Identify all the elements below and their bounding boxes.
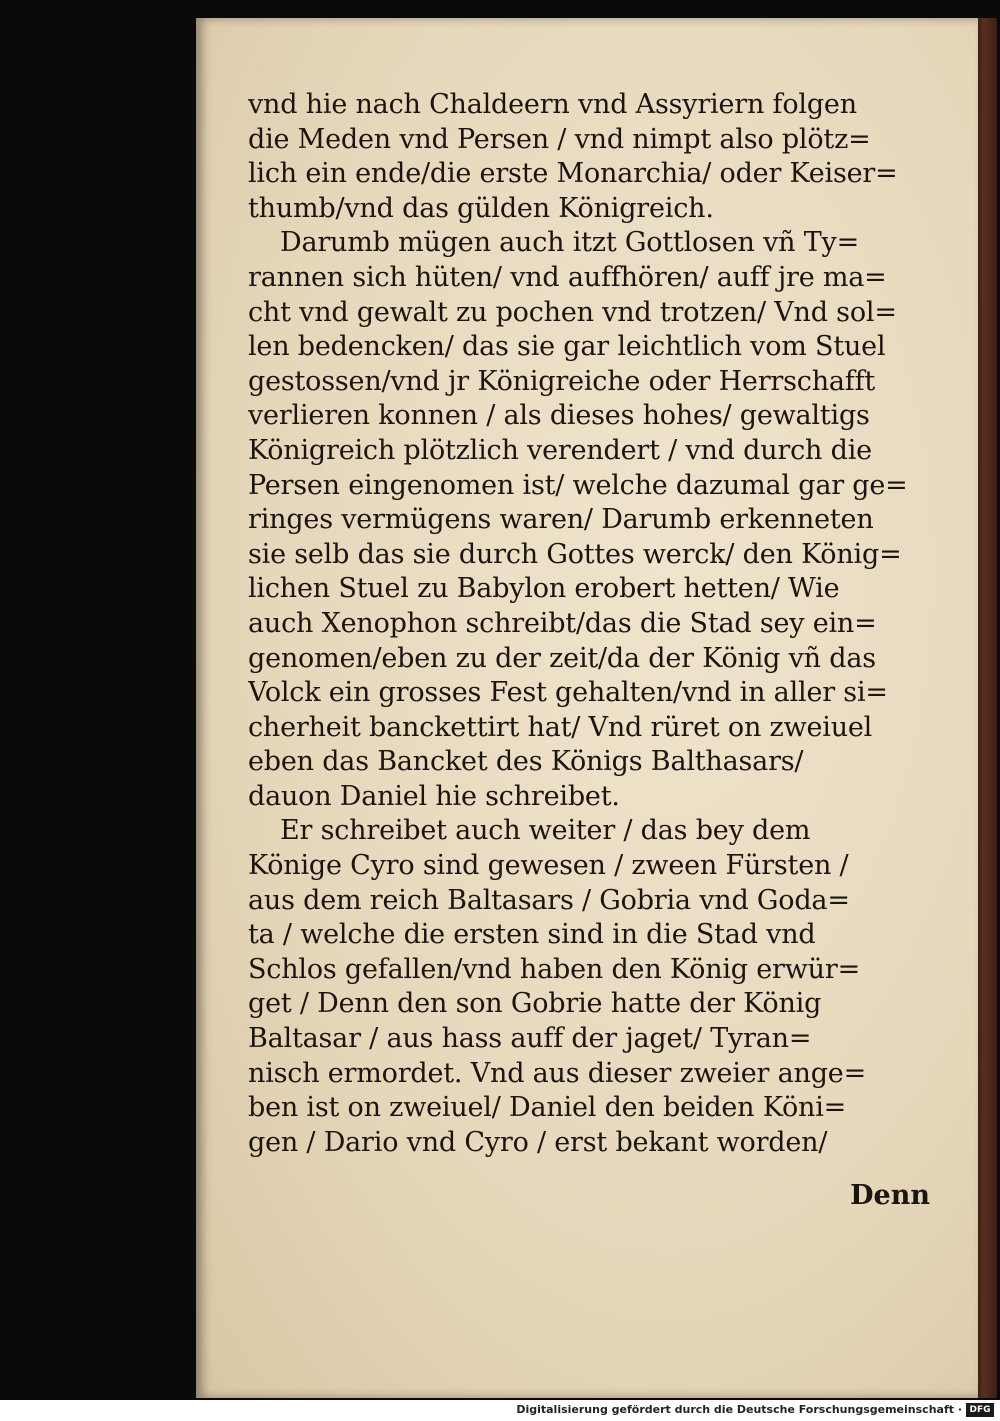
text-line: rannen sich hüten/ vnd auffhören/ auff jre ma= (248, 261, 887, 293)
funding-notice: Digitalisierung gefördert durch die Deutsche Forschungsgemeinschaft · (516, 1403, 962, 1416)
text-line: Baltasar / aus hass auff der jaget/ Tyran= (248, 1023, 812, 1055)
text-line: get / Denn den son Gobrie hatte der König (248, 988, 822, 1020)
text-line: eben das Bancket des Königs Balthasars/ (248, 746, 804, 778)
text-line: ben ist on zweiuel/ Daniel den beiden Köni= (248, 1092, 847, 1124)
text-line: aus dem reich Baltasars / Gobria vnd Goda= (248, 884, 850, 916)
text-line: Könige Cyro sind gewesen / zween Fürsten / (248, 850, 849, 882)
text-line: gen / Dario vnd Cyro / erst bekant worden/ (248, 1126, 828, 1158)
text-line: nisch ermordet. Vnd aus dieser zweier ange= (248, 1057, 866, 1089)
page-text-block (248, 88, 938, 1160)
text-line: sie selb das sie durch Gottes werck/ den König= (248, 538, 902, 570)
text-line: cht vnd gewalt zu pochen vnd trotzen/ Vnd sol= (248, 296, 897, 328)
text-line: genomen/eben zu der zeit/da der König vñ das (248, 642, 876, 674)
text-line: auch Xenophon schreibt/das die Stad sey ein= (248, 607, 877, 639)
book-page (196, 18, 978, 1398)
text-line: Volck ein grosses Fest gehalten/vnd in aller si= (248, 677, 888, 709)
book-edge (975, 18, 997, 1398)
text-line: ta / welche die ersten sind in die Stad vnd (248, 919, 816, 951)
text-line: gestossen/vnd jr Königreiche oder Herrschafft (248, 365, 876, 397)
text-line: Persen eingenomen ist/ welche dazumal gar ge= (248, 469, 908, 501)
text-line: thumb/vnd das gülden Königreich. (248, 192, 714, 224)
text-line: cherheit banckettirt hat/ Vnd rüret on zweiuel (248, 711, 873, 743)
catchword: Denn (850, 1180, 930, 1211)
text-line: len bedencken/ das sie gar leichtlich vom Stuel (248, 331, 886, 363)
footer-bar (0, 1400, 1000, 1421)
text-line: die Meden vnd Persen / vnd nimpt also plötz= (248, 123, 871, 155)
text-line: Schlos gefallen/vnd haben den König erwür= (248, 953, 860, 985)
text-line: verlieren konnen / als dieses hohes/ gewaltigs (248, 400, 870, 432)
text-line: dauon Daniel hie schreibet. (248, 780, 620, 812)
text-line: Königreich plötzlich verendert / vnd durch die (248, 434, 872, 466)
text-line: lich ein ende/die erste Monarchia/ oder Keiser= (248, 158, 898, 190)
text-line: lichen Stuel zu Babylon erobert hetten/ Wie (248, 573, 840, 605)
dfg-logo: DFG (966, 1403, 994, 1417)
text-line: Er schreibet auch weiter / das bey dem (280, 815, 811, 847)
text-line: Darumb mügen auch itzt Gottlosen vñ Ty= (280, 227, 859, 259)
text-line: ringes vermügens waren/ Darumb erkenneten (248, 504, 874, 536)
text-line: vnd hie nach Chaldeern vnd Assyriern folgen (248, 89, 857, 120)
